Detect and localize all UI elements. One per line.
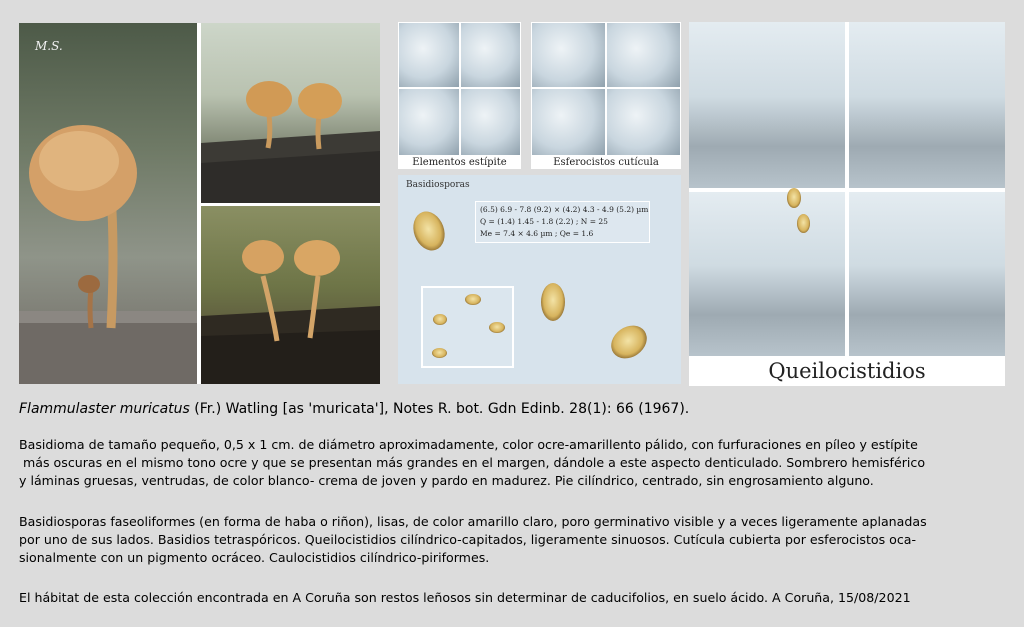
mushroom-illustration-top	[201, 23, 380, 203]
micrograph-cell	[460, 88, 521, 156]
description-line: Basidioma de tamaño pequeño, 0,5 x 1 cm. de diámetro aproximadamente, color ocre-amarillento pálido, con furfuraciones en píleo y estípite	[19, 437, 918, 452]
spore	[408, 207, 450, 255]
description-line: más oscuras en el mismo tono ocre y que se presentan más grandes en el margen, dándole a este aspecto denticulado. Sombrero hemisférico	[19, 455, 926, 470]
mushroom-photo-pair-bottom	[201, 206, 380, 384]
spore	[465, 294, 481, 305]
micrograph-cell	[606, 88, 681, 156]
basidiospores-title: Basidiosporas	[406, 180, 470, 190]
spore	[605, 319, 653, 365]
spore	[797, 214, 810, 233]
habitat-line: El hábitat de esta colección encontrada en A Coruña son restos leñosos sin determinar de caducifolios, en suelo ácido. A Coruña, 15/08/2021	[19, 590, 911, 605]
micrograph-cell	[531, 22, 606, 88]
spore	[541, 283, 565, 321]
micrograph-cell	[849, 22, 1005, 188]
stipe-elements-plate	[398, 22, 521, 169]
mushroom-photo-main	[19, 23, 197, 384]
micrograph-cell	[398, 22, 460, 88]
species-authority: (Fr.) Watling [as 'muricata'], Notes R. bot. Gdn Edinb. 28(1): 66 (1967).	[189, 401, 690, 417]
spores-low-magnification-inset	[421, 286, 514, 368]
cuticle-spherocysts-plate	[531, 22, 681, 169]
description-line: sionalmente con un pigmento ocráceo. Caulocistidios cilíndrico-piriformes.	[19, 550, 490, 565]
spore	[787, 188, 801, 208]
micrograph-cell	[460, 22, 521, 88]
micrograph-cell	[689, 192, 845, 356]
spore-measurements-box	[475, 201, 650, 243]
micrograph-cell	[398, 88, 460, 156]
spore-q-line: Q = (1.4) 1.45 - 1.8 (2.2) ; N = 25	[480, 217, 608, 226]
species-heading	[19, 400, 1009, 418]
cheilocystidia-plate	[689, 22, 1005, 386]
spore	[432, 348, 447, 358]
description-line: y láminas gruesas, ventrudas, de color blanco- crema de joven y pardo en madurez. Pie cilíndrico, centrado, sin engrosamiento alguno.	[19, 473, 874, 488]
stipe-elements-caption: Elementos estípite	[398, 156, 521, 169]
micrograph-cell	[689, 22, 845, 188]
spore-size-line: (6.5) 6.9 - 7.8 (9.2) × (4.2) 4.3 - 4.9 (5.2) µm	[480, 205, 649, 214]
microscopy-description	[19, 513, 1009, 567]
cheilocystidia-caption: Queilocistidios	[689, 356, 1005, 386]
mushroom-illustration-bottom	[201, 206, 380, 384]
basidiospores-plate	[398, 175, 681, 384]
mushroom-photo-plate	[19, 23, 380, 384]
spore	[489, 322, 505, 333]
micrograph-cell	[849, 192, 1005, 356]
spore-mean-line: Me = 7.4 × 4.6 µm ; Qe = 1.6	[480, 229, 594, 238]
mushroom-illustration-main	[19, 23, 197, 384]
photographer-initials: M.S.	[35, 39, 63, 53]
mushroom-photo-pair-top	[201, 23, 380, 203]
micrograph-cell	[531, 88, 606, 156]
micrograph-cell	[606, 22, 681, 88]
description-line: Basidiosporas faseoliformes (en forma de haba o riñon), lisas, de color amarillo claro, poro germinativo visible y a veces ligeramente aplanadas	[19, 514, 927, 529]
description-line: por uno de sus lados. Basidios tetraspóricos. Queilocistidios cilíndrico-capitados, ligeramente sinuosos. Cutícula cubierta por esferocistos oca-	[19, 532, 917, 547]
species-name: Flammulaster muricatus	[19, 401, 190, 417]
habitat-description	[19, 589, 1009, 607]
basidioma-description	[19, 436, 1009, 490]
spore	[433, 314, 447, 325]
cuticle-spherocysts-caption: Esferocistos cutícula	[531, 156, 681, 169]
